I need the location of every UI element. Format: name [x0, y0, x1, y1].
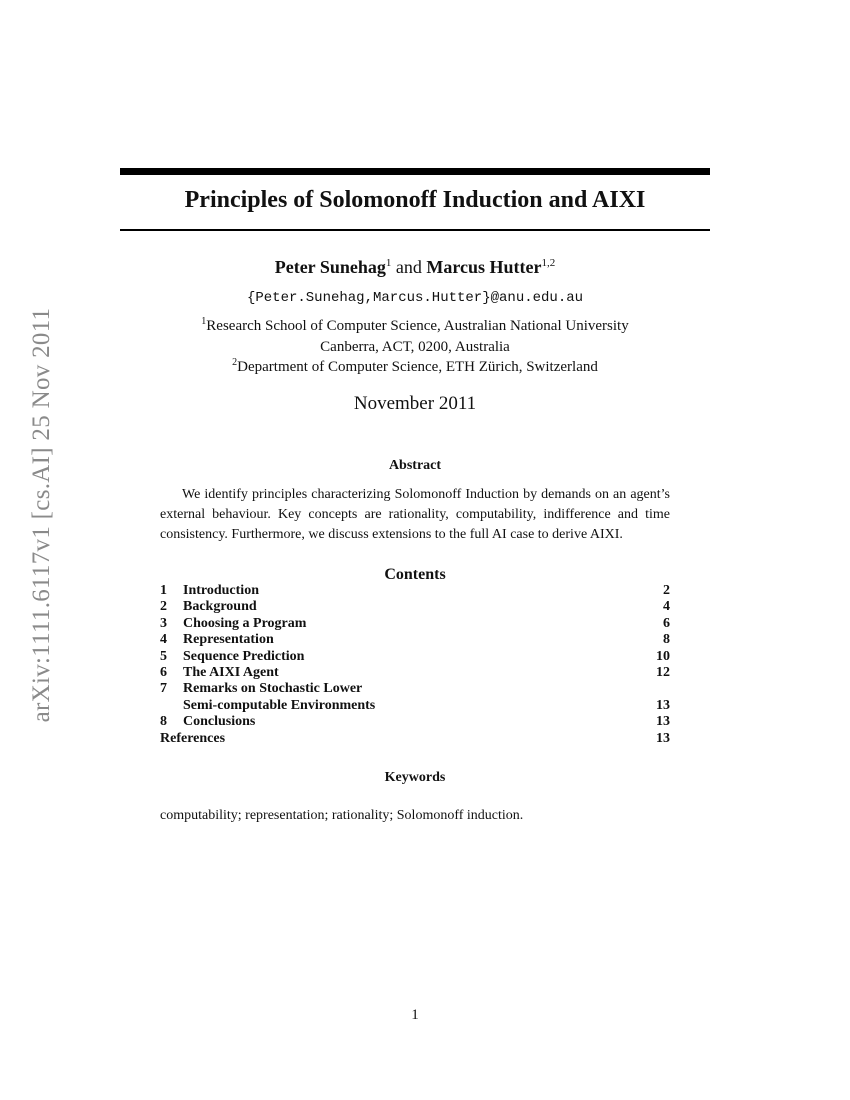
affiliation-text: Research School of Computer Science, Australian National University [206, 318, 629, 334]
affiliation-1-address [120, 337, 710, 357]
toc-entry-page: 2 [663, 583, 670, 598]
toc-entry-background[interactable] [160, 599, 670, 615]
author-affiliation-mark: 1,2 [541, 257, 556, 269]
toc-entry-number: 4 [160, 632, 167, 648]
author-name: Peter Sunehag [274, 257, 386, 277]
arxiv-identifier-stamp [22, 280, 62, 750]
toc-entry-number: 2 [160, 599, 167, 615]
arxiv-identifier-text: arXiv:1111.6117v1 [cs.AI] 25 Nov 2011 [28, 307, 55, 723]
toc-entry-page: 4 [663, 599, 670, 615]
page-number: 1 [411, 1007, 419, 1023]
toc-entry-page: 12 [656, 664, 670, 680]
toc-entry-label: Representation [183, 632, 274, 648]
toc-entry-page: 8 [663, 632, 670, 648]
title-top-rule [120, 168, 710, 175]
toc-entry-number: 5 [160, 648, 167, 664]
author-affiliation-mark: 1 [385, 257, 392, 269]
toc-entry-conclusions[interactable] [160, 714, 670, 730]
toc-entry-representation[interactable] [160, 632, 670, 648]
contents-heading: Contents [384, 566, 446, 583]
author-name: Marcus Hutter [426, 257, 542, 277]
toc-entry-references[interactable] [160, 731, 670, 747]
toc-entry-sequence-prediction[interactable] [160, 649, 670, 665]
keywords-heading: Keywords [384, 770, 446, 785]
toc-entry-label: Choosing a Program [183, 615, 307, 631]
toc-entry-remarks-on-stochastic[interactable] [160, 681, 670, 697]
affiliation-mark: 2 [232, 357, 238, 368]
toc-entry-label: The AIXI Agent [183, 664, 279, 680]
toc-entry-label: Introduction [183, 583, 259, 598]
keywords-body: computability; representation; rationality; Solomonoff induction. [160, 808, 524, 823]
toc-entry-number: 6 [160, 664, 167, 680]
abstract-body: We identify principles characterizing Solomonoff Induction by demands on an agent’s external behaviour. Key concepts are rationality, computability, indifference and time consistency. Furthermore, we discuss extensions to the full AI case to derive AIXI. [160, 487, 670, 542]
toc-entry-page: 13 [656, 714, 670, 730]
email-addresses: {Peter.Sunehag,Marcus.Hutter}@anu.edu.au [246, 290, 584, 306]
toc-entry-introduction[interactable] [160, 583, 670, 599]
toc-entry-page: 10 [656, 648, 670, 664]
author-line [120, 255, 710, 279]
publication-date: November 2011 [353, 393, 477, 414]
affiliation-2 [120, 357, 710, 377]
abstract-heading: Abstract [388, 458, 442, 473]
affiliation-text: Department of Computer Science, ETH Zürich, Switzerland [237, 359, 598, 375]
toc-entry-number: 3 [160, 615, 167, 631]
toc-entry-number: 7 [160, 681, 167, 697]
affiliation-text: Canberra, ACT, 0200, Australia [320, 339, 510, 355]
toc-entry-remarks-on-stochastic-continued[interactable] [160, 698, 670, 714]
toc-entry-number: 8 [160, 714, 167, 730]
table-of-contents [160, 583, 670, 747]
toc-entry-label: References [160, 730, 226, 746]
toc-entry-label: Background [183, 599, 257, 615]
affiliation-mark: 1 [201, 316, 207, 327]
toc-entry-label: Remarks on Stochastic Lower [183, 681, 363, 697]
toc-entry-label: Conclusions [183, 714, 256, 730]
title-bottom-rule [120, 229, 710, 231]
toc-entry-label: Semi-computable Environments [183, 697, 376, 713]
toc-entry-choosing-a-program[interactable] [160, 616, 670, 632]
toc-entry-the-aixi-agent[interactable] [160, 665, 670, 681]
toc-entry-page: 13 [656, 730, 670, 746]
toc-entry-page: 13 [656, 697, 670, 713]
toc-entry-page: 6 [663, 615, 670, 631]
toc-entry-number: 1 [160, 583, 167, 598]
affiliation-1 [120, 316, 710, 336]
author-conjunction: and [391, 257, 427, 277]
paper-title: Principles of Solomonoff Induction and AIXI [184, 187, 646, 213]
toc-entry-label: Sequence Prediction [183, 648, 305, 664]
author-emails [120, 288, 710, 308]
